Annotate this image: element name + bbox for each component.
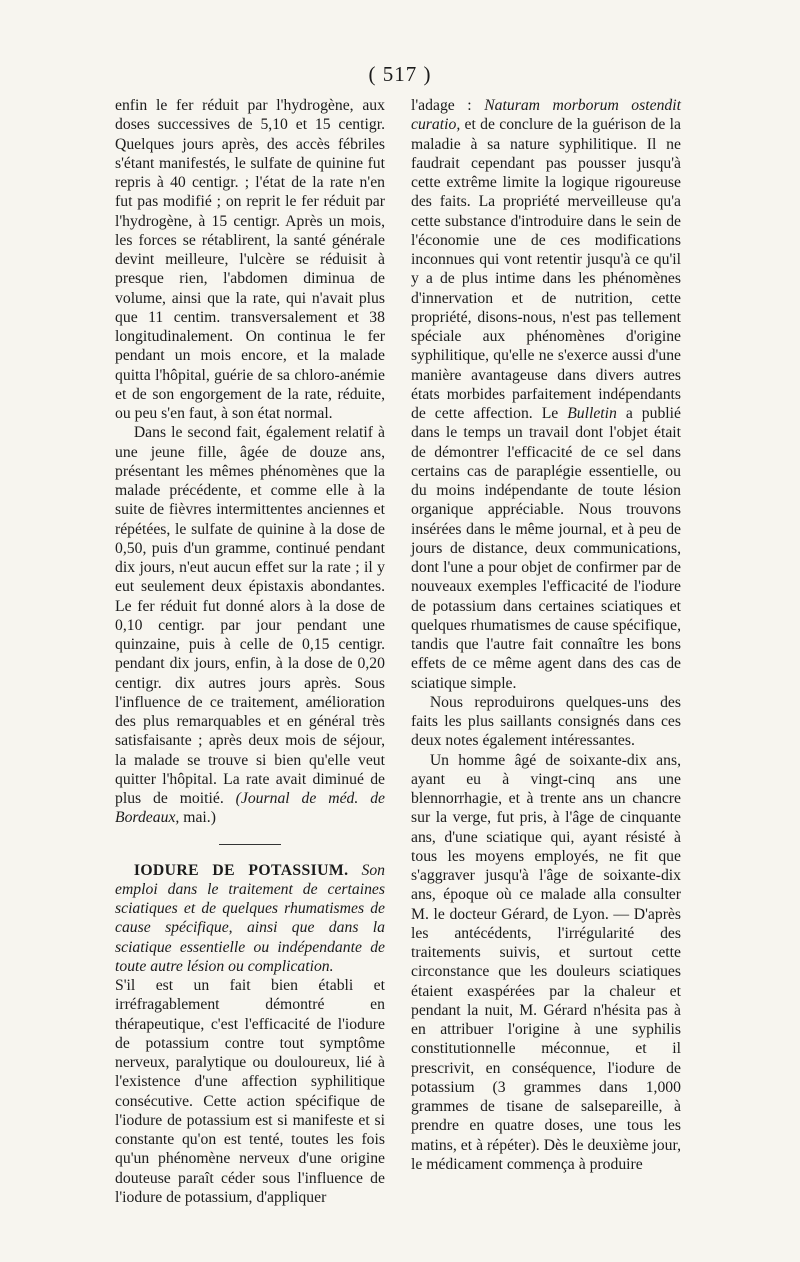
- section-title: IODURE DE POTASSIUM.: [133, 861, 349, 879]
- right-column: [411, 96, 681, 1174]
- paragraph: Nous reproduirons quelques-uns des faits les plus saillants consignés dans ces deux notes également intéressantes.: [411, 693, 681, 750]
- paragraph-text: Dans le second fait, également relatif à une jeune fille, âgée de douze ans, présentant les mêmes phénomènes que la malade précédente, et comme elle à la suite de fièvres intermittentes anciennes et répétées, le sulfate de quinine à la dose de 0,50, puis d'un gramme, continué pendant dix jours, n'eut aucun effet sur la rate ; il y eut seulement deux épistaxis abondantes. Le fer réduit fut donné alors à la dose de 0,10 centigr. par jour pendant une quinzaine, puis à celle de 0,15 centigr. pendant dix jours, enfin, à la dose de 0,20 centigr. dix autres jours après. Sous l'influence de ce traitement, amélioration des plus remarquables et en général très satisfaisante ; après deux mois de séjour, la malade se trouve si bien qu'elle veut quitter l'hôpital. La rate avait diminué de plus de moitié.: [115, 424, 385, 807]
- citation-date: mai.): [179, 809, 216, 827]
- left-column: [115, 96, 385, 1207]
- paragraph-text: a publié dans le temps un travail dont l'objet était de démontrer l'efficacité de ce sel dans certains cas de paraplégie essentielle, ou du moins indépendante de toute lésion organique appréciable. Nous trouvons insérées dans le même journal, et à peu de jours de distance, deux communications, dont l'une a pour objet de confirmer par de nouveaux exemples l'efficacité de l'iodure de potassium dans certaines sciatiques et quelques rhumatismes de cause spécifique, tandis que l'autre fait connaître les bons effets de ce même agent dans des cas de sciatique simple.: [411, 405, 681, 692]
- section-heading: [115, 861, 385, 977]
- paragraph: enfin le fer réduit par l'hydrogène, aux doses successives de 5,10 et 15 centigr. Quelques jours après, des accès fébriles s'étant manifestés, le sulfate de quinine fut repris à 40 centigr. ; l'état de la rate n'en fut pas modifié ; on reprit le fer réduit par l'hydrogène, à 15 centigr. Après un mois, les forces se rétablirent, la santé générale devint meilleure, l'ulcère se réduisit à presque rien, l'abdomen diminua de volume, ainsi que la rate, qui n'avait plus que 11 centim. transversalement et 38 longitudinalement. On continua le fer pendant un mois encore, et la malade quitta l'hôpital, guérie de sa chloro-anémie et de son engorgement de la rate, réduite, ou peu s'en faut, à son état normal.: [115, 97, 385, 422]
- latin-quote: Naturam morborum ostendit curatio,: [411, 97, 681, 134]
- section-subtitle: Son emploi dans le traitement de certaines sciatiques et de quelques rhumatismes de cause spécifique, ainsi que dans la sciatique essentielle ou indépendante de toute autre lésion ou complication.: [115, 861, 386, 975]
- paragraph-text: l'adage :: [411, 97, 485, 114]
- citation: (Journal de méd. de Bordeaux,: [115, 790, 386, 827]
- paragraph-text: et de conclure de la guérison de la maladie à sa nature syphilitique. Il ne faudrait cependant pas pousser jusqu'à cette extrême limite la logique rigoureuse des faits. La propriété merveilleuse qu'a cette substance d'introduire dans le sein de l'économie une de ces modifications inconnues qui vont retentir jusqu'à ce qu'il y a de plus intime dans les phénomènes d'innervation et de nutrition, cette propriété, disons-nous, n'est pas tellement spéciale aux phénomènes d'origine syphilitique, qu'elle ne s'exerce aussi d'une manière avantageuse dans divers autres états morbides parfaitement indépendants de cette affection. Le: [411, 116, 681, 422]
- paragraph: Un homme âgé de soixante-dix ans, ayant eu à vingt-cinq ans une blennorrhagie, et à trente ans un chancre sur la verge, fut pris, à l'âge de cinquante ans, d'une sciatique qui, ayant résisté à tous les moyens employés, ne fit que s'aggraver jusqu'à l'âge de soixante-dix ans, époque où ce malade alla consulter M. le docteur Gérard, de Lyon. — D'après les antécédents, l'irrégularité des traitements suivis, et surtout cette circonstance que les douleurs sciatiques étaient exaspérées par la chaleur et pendant la nuit, M. Gérard n'hésita pas à en attribuer l'origine à une syphilis constitutionnelle méconnue, et il prescrivit, en conséquence, l'iodure de potassium (3 grammes dans 1,000 grammes de tisane de salsepareille, à prendre en quatre doses, une tous les matins, et à répéter). Dès le deuxième jour, le médicament commença à produire: [411, 751, 681, 1173]
- journal-name: Bulletin: [567, 405, 617, 422]
- page-number: ( 517 ): [368, 62, 432, 86]
- paragraph: [411, 96, 681, 693]
- paragraph: [115, 423, 385, 827]
- section-divider: [219, 844, 281, 845]
- paragraph: S'il est un fait bien établi et irréfragablement démontré en thérapeutique, c'est l'efficacité de l'iodure de potassium contre tout symptôme nerveux, paralytique ou douloureux, lié à l'existence d'une affection syphilitique consécutive. Cette action spécifique de l'iodure de potassium est si manifeste et si constante qu'on est tenté, toutes les fois qu'un phénomène nerveux d'une origine douteuse paraît céder sous l'influence de l'iodure de potassium, d'appliquer: [115, 977, 385, 1206]
